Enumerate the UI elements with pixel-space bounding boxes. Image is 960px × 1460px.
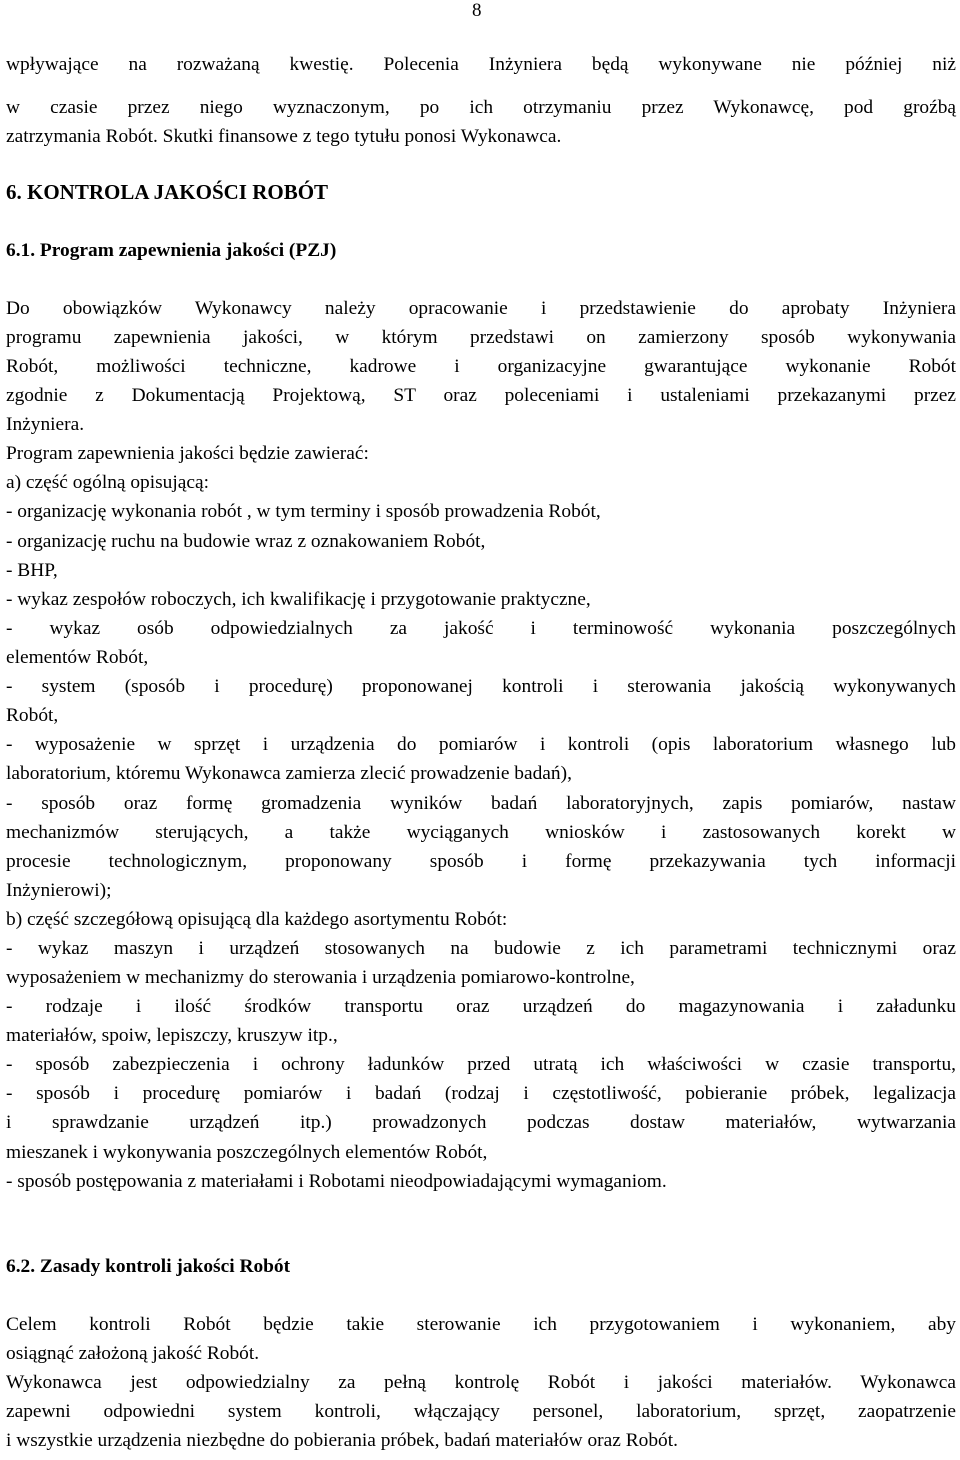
text-line: Robót, możliwości techniczne, kadrowe i organizacyjne gwarantujące wykonanie Robót — [6, 356, 956, 377]
text-line: - sposób oraz formę gromadzenia wyników badań laboratoryjnych, zapis pomiarów, nastaw — [6, 793, 956, 814]
text-line: elementów Robót, — [6, 647, 149, 668]
text-line: wyposażeniem w mechanizmy do sterowania i urządzenia pomiarowo-kontrolne, — [6, 967, 635, 988]
text-line: - organizację ruchu na budowie wraz z oznakowaniem Robót, — [6, 531, 486, 552]
text-line: zatrzymania Robót. Skutki finansowe z tego tytułu ponosi Wykonawca. — [6, 126, 562, 147]
text-line: programu zapewnienia jakości, w którym przedstawi on zamierzony sposób wykonywania — [6, 327, 956, 348]
text-line: procesie technologicznym, proponowany sposób i formę przekazywania tych informacji — [6, 851, 956, 872]
text-line: - sposób postępowania z materiałami i Robotami nieodpowiadającymi wymaganiom. — [6, 1171, 667, 1192]
text-line: zapewni odpowiedni system kontroli, włączający personel, laboratorium, sprzęt, zaopatrzenie — [6, 1401, 956, 1422]
text-line: - BHP, — [6, 560, 58, 581]
text-line: - organizację wykonania robót , w tym terminy i sposób prowadzenia Robót, — [6, 501, 601, 522]
text-line: Inżyniera. — [6, 414, 85, 435]
text-line: i wszystkie urządzenia niezbędne do pobierania próbek, badań materiałów oraz Robót. — [6, 1430, 678, 1451]
text-line: zgodnie z Dokumentacją Projektową, ST oraz poleceniami i ustaleniami przekazanymi przez — [6, 385, 956, 406]
text-line: i sprawdzanie urządzeń itp.) prowadzonych podczas dostaw materiałów, wytwarzania — [6, 1112, 956, 1133]
text-line: osiągnąć założoną jakość Robót. — [6, 1343, 260, 1364]
text-line: Celem kontroli Robót będzie takie sterowanie ich przygotowaniem i wykonaniem, aby — [6, 1314, 956, 1335]
text-line: - wyposażenie w sprzęt i urządzenia do pomiarów i kontroli (opis laboratorium własnego lub — [6, 734, 956, 755]
text-line: - wykaz osób odpowiedzialnych za jakość i terminowość wykonania poszczególnych — [6, 618, 956, 639]
text-line: Wykonawca jest odpowiedzialny za pełną kontrolę Robót i jakości materiałów. Wykonawca — [6, 1372, 956, 1393]
text-line: - sposób zabezpieczenia i ochrony ładunków przed utratą ich właściwości w czasie transportu, — [6, 1054, 956, 1075]
section-heading: 6.2. Zasady kontroli jakości Robót — [6, 1256, 291, 1277]
page-number: 8 — [472, 0, 482, 21]
text-line: mechanizmów sterujących, a także wyciąganych wniosków i zastosowanych korekt w — [6, 822, 956, 843]
text-line: laboratorium, któremu Wykonawca zamierza zlecić prowadzenie badań), — [6, 763, 572, 784]
text-line: Do obowiązków Wykonawcy należy opracowanie i przedstawienie do aprobaty Inżyniera — [6, 298, 956, 319]
text-line: materiałów, spoiw, lepiszczy, kruszyw itp., — [6, 1025, 338, 1046]
text-line: - system (sposób i procedurę) proponowanej kontroli i sterowania jakością wykonywanych — [6, 676, 956, 697]
text-line: - wykaz zespołów roboczych, ich kwalifikację i przygotowanie praktyczne, — [6, 589, 591, 610]
text-line: mieszanek i wykonywania poszczególnych elementów Robót, — [6, 1142, 488, 1163]
section-heading: 6. KONTROLA JAKOŚCI ROBÓT — [6, 180, 329, 204]
text-line: - wykaz maszyn i urządzeń stosowanych na budowie z ich parametrami technicznymi oraz — [6, 938, 956, 959]
text-line: a) część ogólną opisującą: — [6, 472, 209, 493]
text-line: wpływające na rozważaną kwestię. Polecenia Inżyniera będą wykonywane nie później niż — [6, 54, 956, 75]
text-line: - rodzaje i ilość środków transportu oraz urządzeń do magazynowania i załadunku — [6, 996, 956, 1017]
section-heading: 6.1. Program zapewnienia jakości (PZJ) — [6, 240, 337, 261]
text-line: Program zapewnienia jakości będzie zawierać: — [6, 443, 369, 464]
text-line: Robót, — [6, 705, 59, 726]
text-line: b) część szczegółową opisującą dla każdego asortymentu Robót: — [6, 909, 508, 930]
text-line: w czasie przez niego wyznaczonym, po ich otrzymaniu przez Wykonawcę, pod groźbą — [6, 97, 956, 118]
text-line: - sposób i procedurę pomiarów i badań (rodzaj i częstotliwość, pobieranie próbek, legalizacja — [6, 1083, 956, 1104]
text-line: Inżynierowi); — [6, 880, 112, 901]
